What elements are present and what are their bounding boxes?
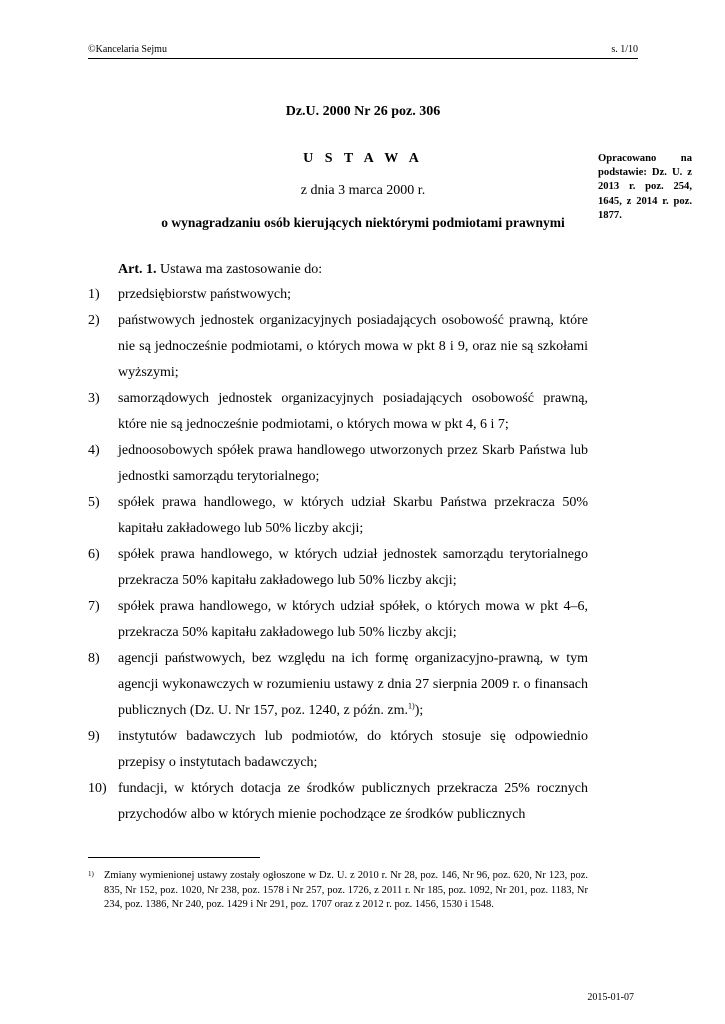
item-number: 4): [88, 443, 100, 458]
item-number: 1): [88, 287, 100, 302]
footnote-text: Zmiany wymienionej ustawy zostały ogłoszone w Dz. U. z 2010 r. Nr 28, poz. 146, Nr 96, poz. 620, Nr 123, poz. 835, Nr 152, poz. 1020, Nr 238, poz. 1578 i Nr 257, poz. 1726, z 2011 r. Nr 185, poz. 1092, Nr 201, poz. 1183, Nr 234, poz. 1386, Nr 240, poz. 1429 i Nr 291, poz. 1707 oraz z 2012 r. poz. 1456, 1530 i 1548.: [104, 870, 588, 911]
item-number: 5): [88, 495, 100, 510]
article-1-intro: [118, 262, 322, 278]
item-number: 8): [88, 651, 100, 666]
list-item: [88, 308, 588, 386]
item-text: samorządowych jednostek organizacyjnych posiadających osobowość prawną, które nie są jednocześnie podmiotami, o których mowa w pkt 4, 6 i 7;: [118, 391, 588, 432]
item-number: 2): [88, 313, 100, 328]
footnote: [88, 869, 588, 913]
item-text: państwowych jednostek organizacyjnych posiadających osobowość prawną, które nie są jednocześnie podmiotami, o których mowa w pkt 8 i 9, oraz nie są szkołami wyższymi;: [118, 313, 588, 380]
header-page-number: s. 1/10: [611, 44, 638, 55]
list-item: [88, 646, 588, 724]
item-text: spółek prawa handlowego, w których udział Skarbu Państwa przekracza 50% kapitału zakładowego lub 50% liczby akcji;: [118, 495, 588, 536]
document-subject: o wynagradzaniu osób kierujących niektórymi podmiotami prawnymi: [161, 215, 565, 230]
header-publisher: ©Kancelaria Sejmu: [88, 44, 167, 55]
footer-date: 2015-01-07: [587, 992, 634, 1003]
item-text: jednoosobowych spółek prawa handlowego utworzonych przez Skarb Państwa lub jednostki samorządu terytorialnego;: [118, 443, 588, 484]
list-item: [88, 282, 588, 308]
header-divider: [88, 58, 638, 59]
item-text: instytutów badawczych lub podmiotów, do których stosuje się odpowiednio przepisy o instytutach badawczych;: [118, 729, 588, 770]
item-text: fundacji, w których dotacja ze środków publicznych przekracza 25% rocznych przychodów albo w których mienie pochodzące ze środków publicznych: [118, 781, 588, 822]
item-text: spółek prawa handlowego, w których udział spółek, o których mowa w pkt 4–6, przekracza 50% kapitału zakładowego lub 50% liczby akcji;: [118, 599, 588, 640]
list-item: [88, 490, 588, 542]
document-date: z dnia 3 marca 2000 r.: [300, 183, 426, 198]
list-item: [88, 386, 588, 438]
footnote-number: 1): [88, 870, 94, 878]
list-item: [88, 594, 588, 646]
item-number: 7): [88, 599, 100, 614]
article-1-points: [88, 282, 588, 828]
item-number: 3): [88, 391, 100, 406]
side-note: Opracowano na podstawie: Dz. U. z 2013 r. poz. 254, 1645, z 2014 r. poz. 1877.: [598, 153, 692, 221]
item-number: 10): [88, 781, 107, 796]
article-label: Art. 1.: [118, 262, 157, 277]
list-item: [88, 724, 588, 776]
footnote-divider: [88, 857, 260, 858]
footnote-reference[interactable]: 1): [408, 701, 415, 711]
list-item: [88, 438, 588, 490]
item-text-end: );: [414, 703, 424, 718]
document-type: U S T A W A: [303, 151, 423, 166]
list-item: [88, 776, 588, 828]
item-text: spółek prawa handlowego, w których udział jednostek samorządu terytorialnego przekracza 50% kapitału zakładowego lub 50% liczby akcji;: [118, 547, 588, 588]
item-text: agencji państwowych, bez względu na ich formę organizacyjno-prawną, w tym agencji wykonawczych w rozumieniu ustawy z dnia 27 sierpnia 2009 r. o finansach publicznych (Dz. U. Nr 157, poz. 1240, z późn. zm.: [118, 651, 588, 718]
item-number: 9): [88, 729, 100, 744]
item-text: przedsiębiorstw państwowych;: [118, 287, 292, 302]
item-number: 6): [88, 547, 100, 562]
list-item: [88, 542, 588, 594]
article-text: Ustawa ma zastosowanie do:: [156, 262, 323, 277]
document-reference: Dz.U. 2000 Nr 26 poz. 306: [285, 104, 441, 119]
